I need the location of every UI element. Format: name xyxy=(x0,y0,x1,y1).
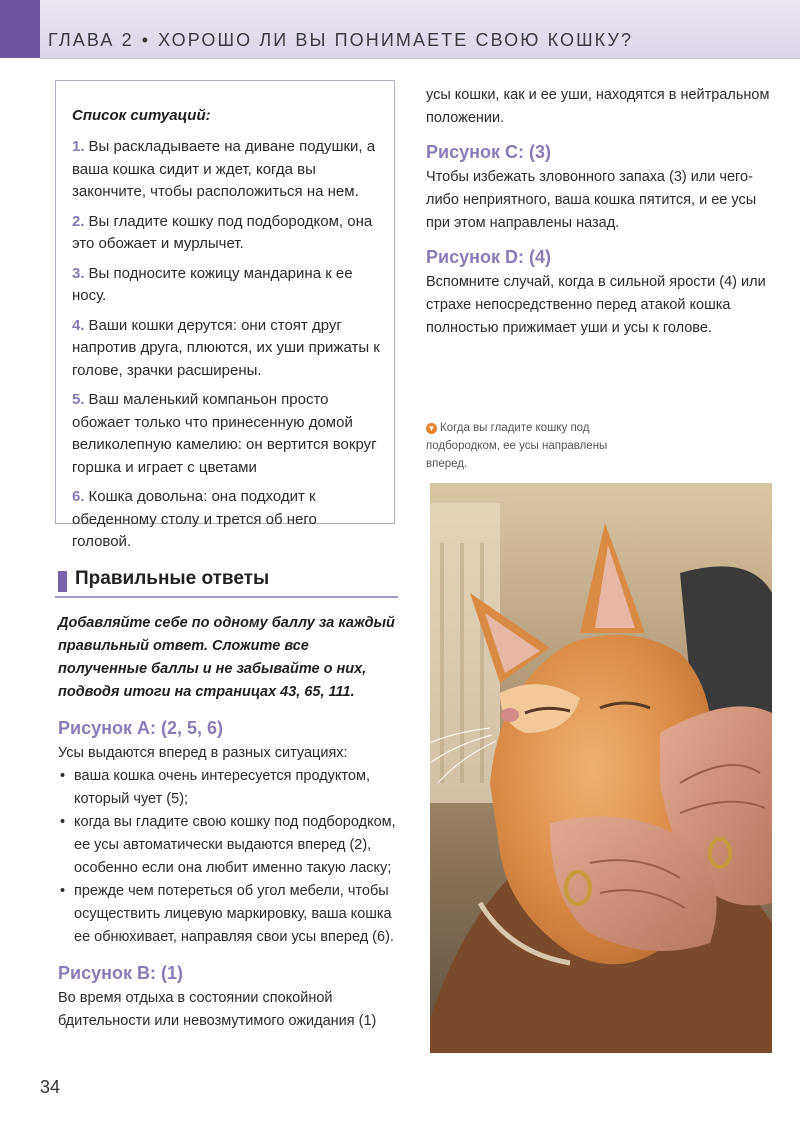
situation-text: Ваши кошки дерутся: они стоят друг напротив друга, плюются, их уши прижаты к голове, зрачки расширены. xyxy=(72,316,380,379)
cat-photo-illustration xyxy=(430,483,772,1053)
figure-a-bullet: • когда вы гладите свою кошку под подбородком, ее усы автоматически выдаются вперед (2), особенно если она любит именно такую ласку; xyxy=(58,811,400,880)
situation-text: Кошка довольна: она подходит к обеденному столу и трется об него головой. xyxy=(72,488,317,550)
chapter-color-tab xyxy=(0,0,40,58)
situation-number: 4. xyxy=(72,316,85,334)
figure-a-bullets xyxy=(58,765,400,949)
situation-item xyxy=(72,136,380,204)
situation-number: 3. xyxy=(72,264,85,282)
header-divider xyxy=(40,58,800,59)
heading-marker xyxy=(58,571,67,592)
situation-item xyxy=(72,263,380,308)
situation-number: 1. xyxy=(72,138,85,155)
figure-b-continuation: усы кошки, как и ее уши, находятся в нейтральном положении. xyxy=(426,87,770,126)
situation-text: Ваш маленький компаньон просто обожает только что принесенную домой великолепную камелию: он вертится вокруг горшка и играет с цветами xyxy=(72,391,377,476)
chapter-title: ХОРОШО ЛИ ВЫ ПОНИМАЕТЕ СВОЮ КОШКУ? xyxy=(158,30,634,50)
answers-heading-text: Правильные ответы xyxy=(75,568,270,589)
situations-title: Список ситуаций: xyxy=(72,107,211,124)
figure-a-lead: Усы выдаются вперед в разных ситуациях: xyxy=(58,745,348,761)
situation-item xyxy=(72,389,380,479)
chapter-label: ГЛАВА 2 xyxy=(48,30,134,50)
figure-b-text: Во время отдыха в состоянии спокойной бдительности или невозмутимого ожидания (1) xyxy=(58,990,377,1029)
figure-a-bullet: • прежде чем потереться об угол мебели, чтобы осуществить лицевую маркировку, ваша кошка ее обнюхивает, направляя свои усы вперед (6). xyxy=(58,880,400,949)
answers-column xyxy=(58,612,400,1033)
answers-intro: Добавляйте себе по одному баллу за каждый правильный ответ. Сложите все полученные баллы и не забывайте о них, подводя итоги на страницах 43, 65, 111. xyxy=(58,615,395,700)
arrow-down-circle-icon: ▼ xyxy=(427,424,436,433)
situation-item xyxy=(72,486,380,554)
situation-text: Вы гладите кошку под подбородком, она это обожает и мурлычет. xyxy=(72,212,373,252)
figure-c-heading: Рисунок C: (3) xyxy=(426,142,551,162)
situation-text: Вы подносите кожицу мандарина к ее носу. xyxy=(72,264,353,304)
answers-section-heading xyxy=(55,568,398,598)
figure-d-heading: Рисунок D: (4) xyxy=(426,247,551,267)
figure-d-text: Вспомните случай, когда в сильной ярости (4) или страхе непосредственно перед атакой кошка полностью прижимает уши и усы к голове. xyxy=(426,274,766,336)
photo-caption xyxy=(426,418,626,472)
right-column xyxy=(426,84,771,340)
header-bullet: • xyxy=(141,30,151,50)
figure-c-text: Чтобы избежать зловонного запаха (3) или чего-либо неприятного, ваша кошка пятится, и ее усы при этом направлены назад. xyxy=(426,169,757,231)
running-header xyxy=(48,30,633,51)
figure-b-heading: Рисунок B: (1) xyxy=(58,963,183,983)
situations-list xyxy=(72,136,380,554)
photo-caption-text: Когда вы гладите кошку под подбородком, ее усы направлены вперед. xyxy=(426,422,608,470)
figure-a-heading: Рисунок A: (2, 5, 6) xyxy=(58,718,223,738)
figure-a-bullet: • ваша кошка очень интересуется продуктом, который чует (5); xyxy=(58,765,400,811)
situation-number: 6. xyxy=(72,488,85,505)
situations-box xyxy=(55,80,395,550)
situation-number: 5. xyxy=(72,391,85,408)
situation-number: 2. xyxy=(72,212,85,230)
situation-text: Вы раскладываете на диване подушки, а ваша кошка сидит и ждет, когда вы закончите, чтобы расположиться на нем. xyxy=(72,138,376,200)
situation-item xyxy=(72,315,380,383)
page-number: 34 xyxy=(40,1077,61,1097)
cat-photo xyxy=(430,483,772,1053)
situation-item xyxy=(72,211,380,256)
